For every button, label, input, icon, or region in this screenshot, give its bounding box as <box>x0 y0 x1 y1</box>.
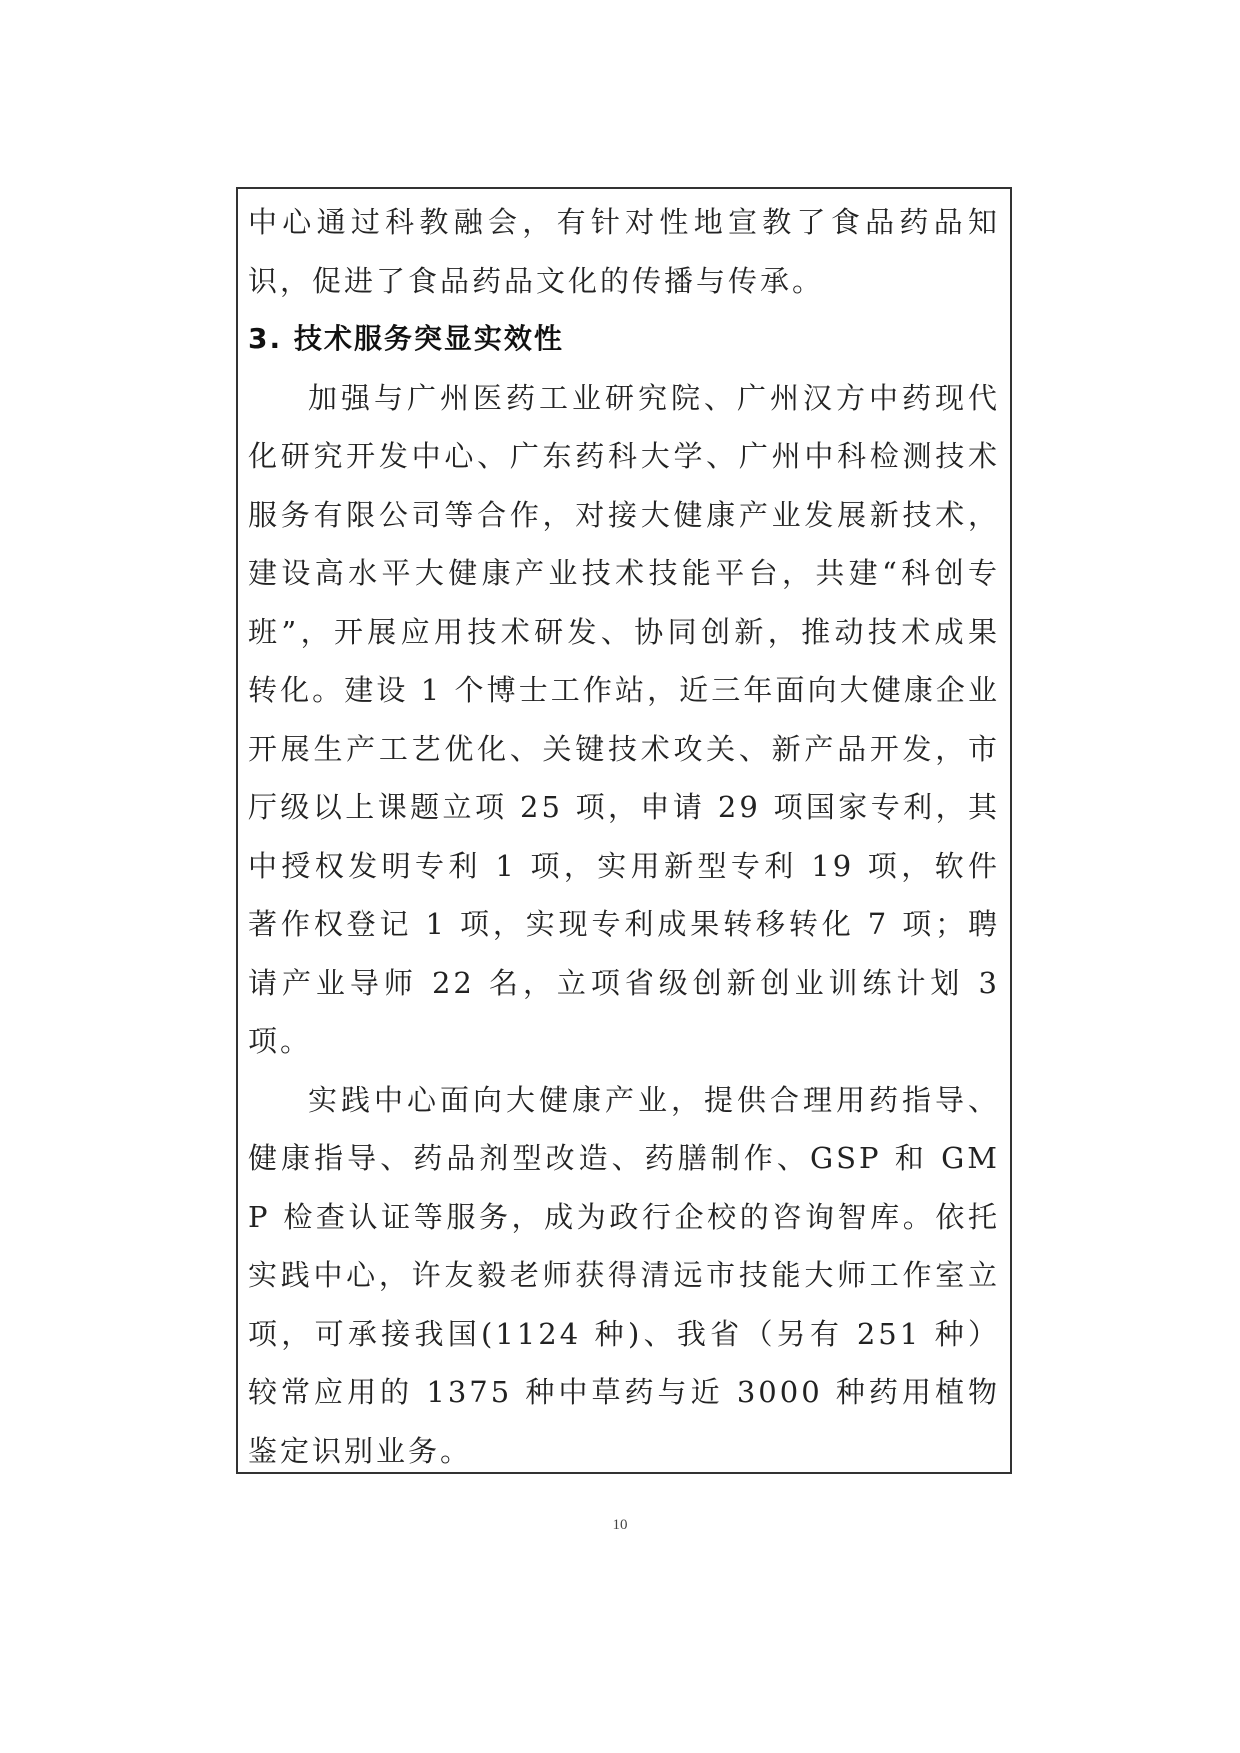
body-paragraph: 中心通过科教融会，有针对性地宣教了食品药品知识，促进了食品药品文化的传播与传承。 <box>248 205 1000 298</box>
section-heading: 3. 技术服务突显实效性 <box>248 322 564 355</box>
body-paragraph: 加强与广州医药工业研究院、广州汉方中药现代化研究开发中心、广东药科大学、广州中科检测技术服务有限公司等合作，对接大健康产业发展新技术，建设高水平大健康产业技术技能平台，共建“科创专班”，开展应用技术研发、协同创新，推动技术成果转化。建设 1 个博士工作站，近三年面向大健康企业开展生产工艺优化、关键技术攻关、新产品开发，市厅级以上课题立项 25 项，申请 29 项国家专利，其中授权发明专利 1 项，实用新型专利 19 项，软件著作权登记 1 项，实现专利成果转移转化 7 项；聘请产业导师 22 名，立项省级创新创业训练计划 3 项。 <box>248 380 1000 1058</box>
content-frame <box>236 187 1012 1474</box>
page-number: 10 <box>612 1517 628 1533</box>
body-paragraph: 实践中心面向大健康产业，提供合理用药指导、健康指导、药品剂型改造、药膳制作、GSP 和 GMP 检查认证等服务，成为政行企校的咨询智库。依托实践中心，许友毅老师获得清远市技能大师工作室立项，可承接我国(1124 种)、我省（另有 251 种）较常应用的 1375 种中草药与近 3000 种药用植物鉴定识别业务。 <box>248 1082 1000 1468</box>
